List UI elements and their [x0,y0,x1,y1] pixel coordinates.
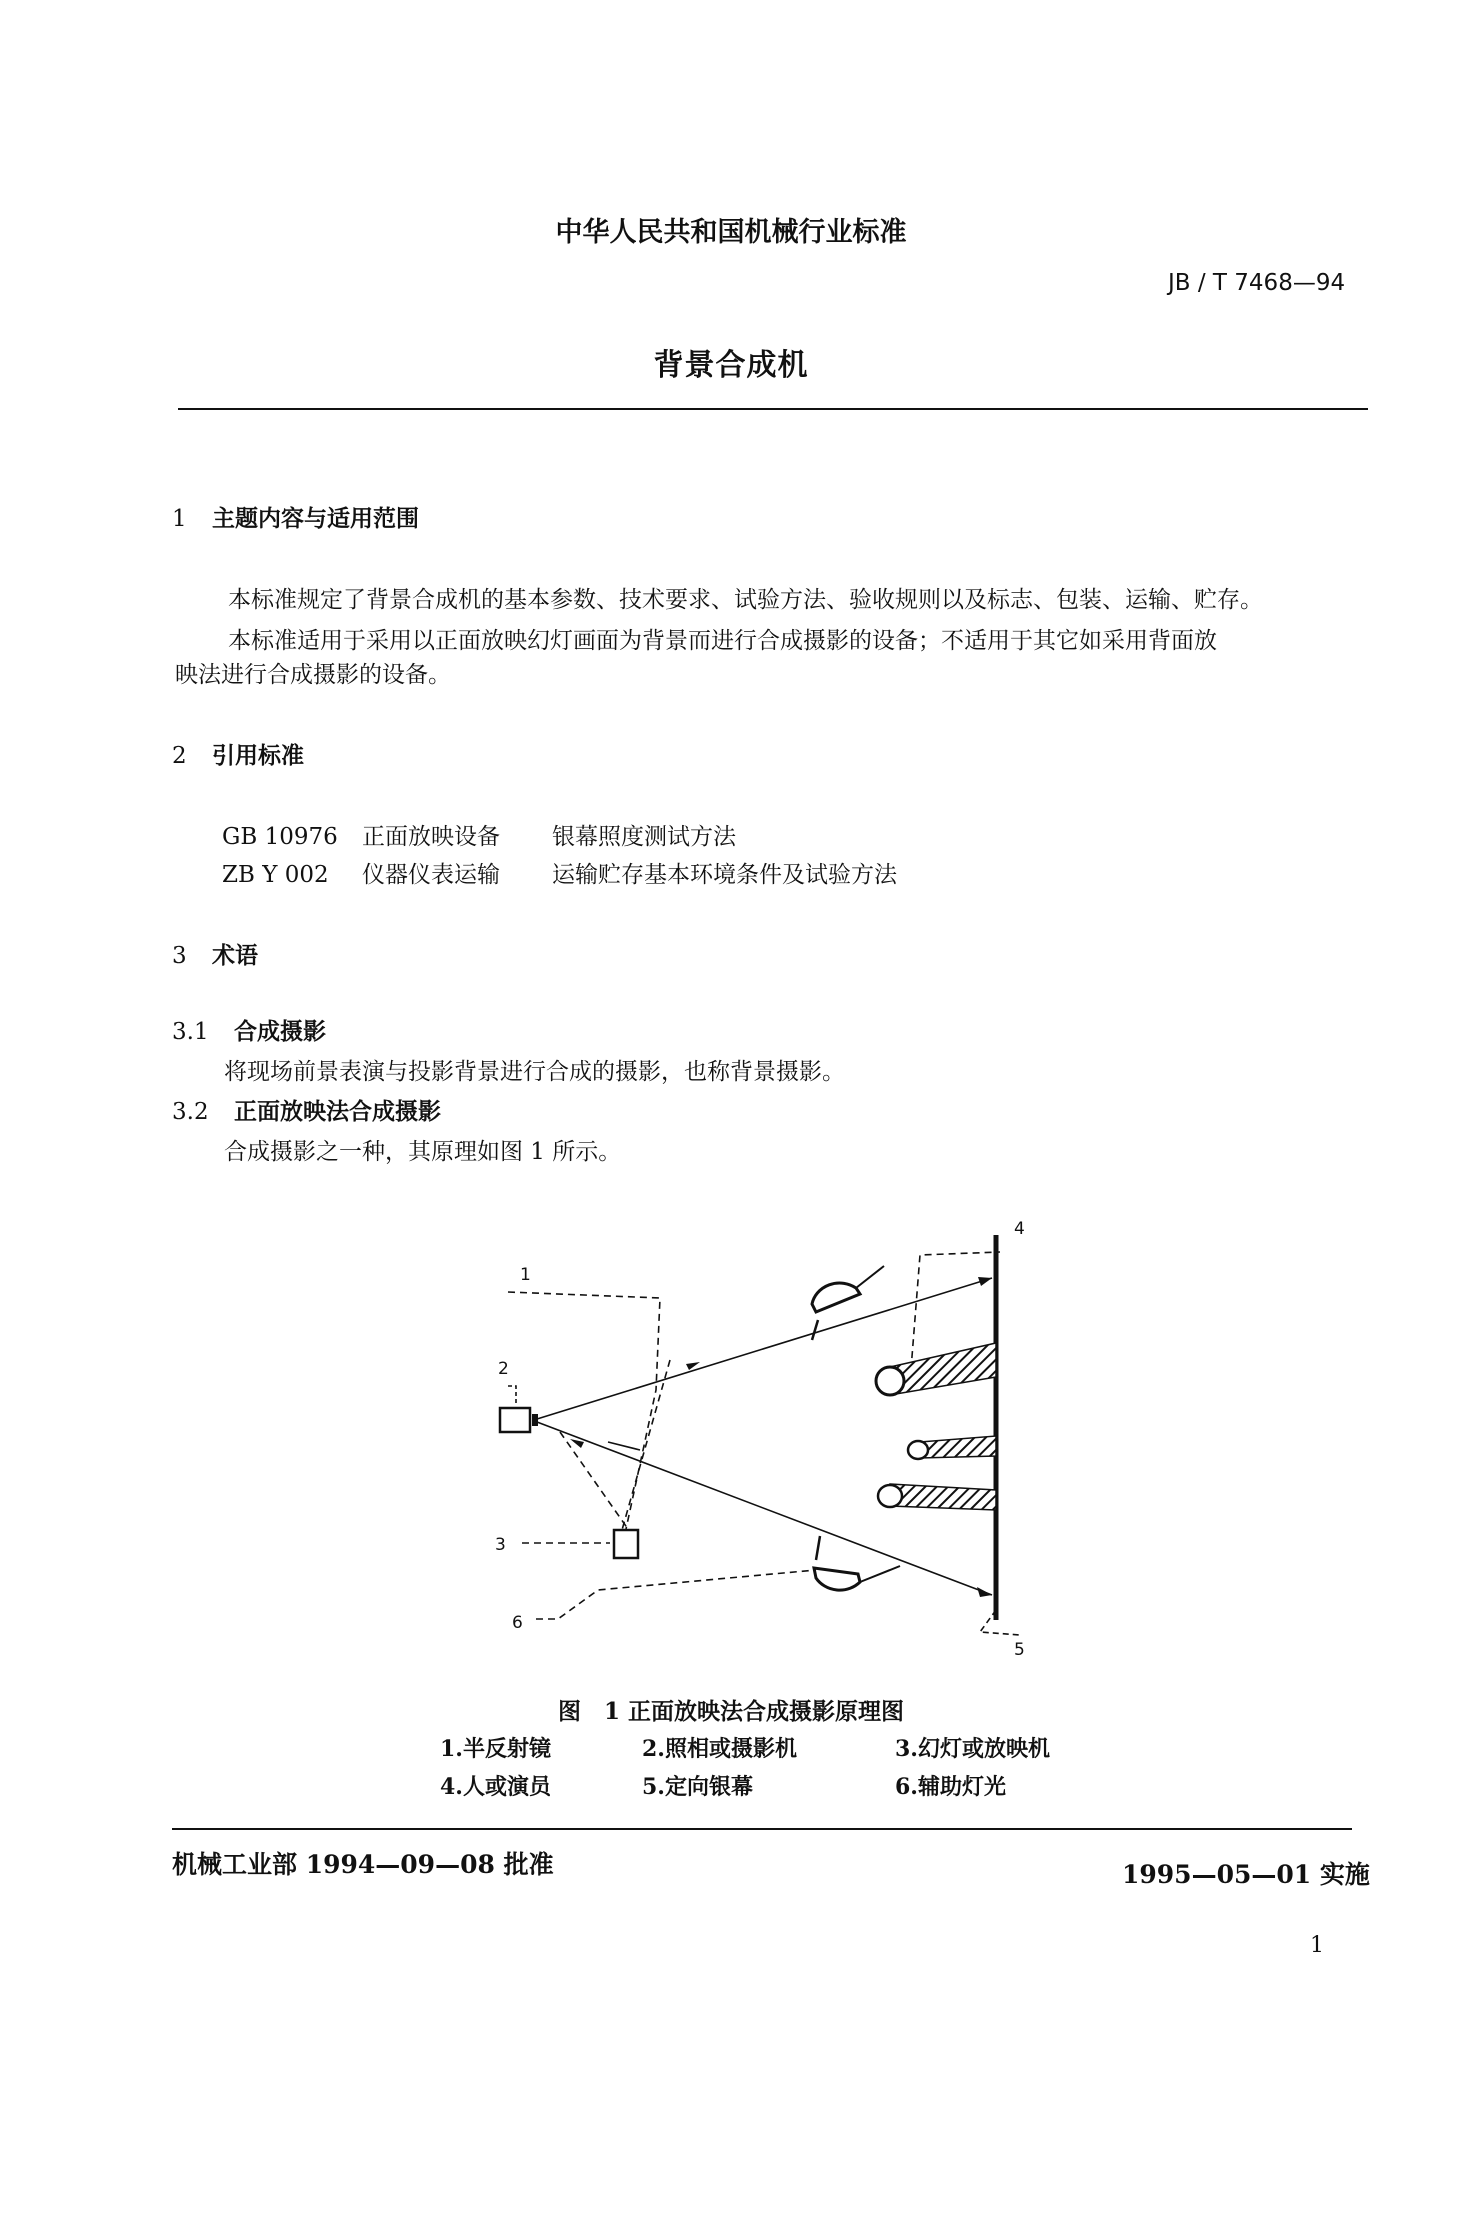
reference-code: GB 10976 [222,824,338,850]
section-3-number: 3 [172,943,187,969]
actor-shadow [890,1343,996,1395]
figure-caption: 图 1 正面放映法合成摄影原理图 [557,1698,904,1725]
reference-row [222,822,736,852]
reference-name: 正面放映设备 [362,824,500,850]
camera-lens [532,1414,538,1426]
reference-title: 银幕照度测试方法 [552,824,736,850]
label-1: 1 [520,1265,531,1285]
header-rule [178,408,1368,410]
reference-name: 仪器仪表运输 [362,862,500,888]
effective-date: 1995—05—01 实施 [1122,1860,1370,1889]
label-3: 3 [495,1535,506,1555]
actor-hand [908,1441,928,1459]
term-3-1-heading [172,1017,326,1047]
label-4: 4 [1014,1219,1025,1239]
lamp-stand [812,1320,818,1340]
label-5: 5 [1014,1640,1025,1660]
actor-leg [890,1484,996,1510]
label-6: 6 [512,1613,523,1633]
lamp-beam [860,1566,900,1582]
page-number: 1 [1310,1933,1324,1958]
section-3-title: 术语 [212,942,258,969]
term-3-2-number: 3.2 [172,1099,209,1125]
lamp-icon [814,1568,860,1590]
lamp-stand [816,1536,820,1560]
actor-head [876,1367,904,1395]
section-1-number: 1 [172,506,187,532]
reference-title: 运输贮存基本环境条件及试验方法 [552,862,897,888]
legend-item-5: 5.定向银幕 [642,1774,753,1800]
term-3-1-title: 合成摄影 [234,1018,326,1045]
legend-item-4: 4.人或演员 [440,1774,551,1800]
term-3-1-definition: 将现场前景表演与投影背景进行合成的摄影，也称背景摄影。 [224,1059,845,1085]
label-leader [508,1386,516,1406]
label-leader [980,1610,1020,1635]
approval-date: 机械工业部 1994—09—08 批准 [172,1850,554,1879]
reference-row [222,860,897,890]
legend-item-6: 6.辅助灯光 [895,1774,1006,1800]
section-1-heading [172,500,419,533]
label-2: 2 [498,1359,509,1379]
document-title: 背景合成机 [653,348,809,383]
term-3-2-title: 正面放映法合成摄影 [234,1098,441,1125]
figure-1-diagram [460,1170,1080,1670]
section-2-number: 2 [172,743,187,769]
camera-icon [500,1408,530,1432]
issuing-standard-heading: 中华人民共和国机械行业标准 [555,217,907,248]
section-1-paragraph-1: 本标准规定了背景合成机的基本参数、技术要求、试验方法、验收规则以及标志、包装、运输、贮存。 [228,587,1263,613]
legend-item-1: 1.半反射镜 [440,1736,551,1762]
term-3-2-heading [172,1097,441,1127]
projector-path [560,1432,628,1529]
reference-code: ZB Y 002 [222,862,329,888]
half-mirror [608,1442,640,1450]
section-2-title: 引用标准 [212,742,304,769]
footer-rule [172,1828,1352,1830]
ray-arrow [570,1439,584,1448]
ray-arrow [977,1587,992,1597]
term-3-2-definition: 合成摄影之一种，其原理如图 1 所示。 [224,1139,622,1165]
ray-arrow [978,1277,992,1286]
actor-arm [920,1436,996,1458]
actor-foot [878,1485,902,1507]
projector-icon [614,1530,638,1558]
label-leader [536,1570,816,1619]
standard-number: JB / T 7468—94 [1168,270,1346,296]
term-3-1-number: 3.1 [172,1019,209,1045]
legend-item-3: 3.幻灯或放映机 [895,1736,1050,1762]
section-1-paragraph-2-line-2: 映法进行合成摄影的设备。 [175,662,451,688]
lamp-icon [812,1283,860,1312]
lamp-beam [856,1266,884,1288]
section-1-title: 主题内容与适用范围 [212,505,419,532]
section-1-paragraph-2-line-1: 本标准适用于采用以正面放映幻灯画面为背景而进行合成摄影的设备；不适用于其它如采用背面放 [228,628,1217,654]
legend-item-2: 2.照相或摄影机 [642,1736,797,1762]
section-3-heading [172,937,258,970]
section-2-heading [172,737,304,770]
upper-light-ray [537,1278,992,1419]
